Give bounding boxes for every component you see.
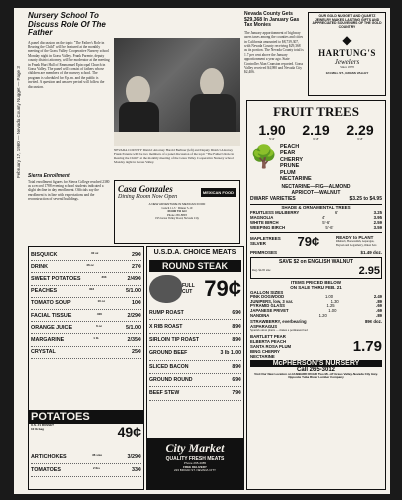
meat-item-name: SIRLOIN TIP ROAST: [149, 336, 200, 343]
grocery-item-size: 303: [101, 274, 107, 279]
article-headline: Nursery School To Discuss Role Of The Father: [28, 11, 106, 37]
tree-size-1: 5'-6': [269, 137, 275, 141]
restaurant-phone: Phone 265-8893: [167, 212, 187, 217]
article-body: The January apportionment of highway users taxes among the counties and cities in California amounted to $8,739,307, with Nevada County receiving $29,368 as its portion. The Nevada County total is 1.7 per cent above the January apportionment a year ago. State Controller Alan Cranston reported. Grass Valley received $4,980 and Nevada City $2,406.: [244, 30, 304, 75]
jewelers-ad: [308, 12, 386, 96]
potatoes-qty: 10 lb bag: [31, 426, 45, 431]
nursery-ad: [246, 100, 386, 490]
dwarf-line-1: NECTARINE—FIG—ALMOND: [281, 183, 351, 190]
gallon-item-sale: 2.49: [373, 293, 382, 299]
meat-item-price: 89¢: [232, 363, 241, 370]
newspaper-page: [14, 8, 390, 494]
dwarf-line-2: APRICOT—WALNUT: [291, 189, 341, 196]
items-sub: ON SALE THRU FEB. 21: [290, 284, 342, 290]
grocery-item-price: 29¢: [132, 251, 141, 258]
grocery-item-name: BISQUICK: [31, 251, 58, 258]
gallon-list: [250, 295, 382, 320]
grocery-item-row: [31, 298, 141, 310]
meat-item-row: [149, 374, 241, 387]
tree-icon: 🌳: [250, 143, 278, 169]
jewelers-tagline: OUR GOLD NUGGET AND QUARTZ JEWELRY MAKES LASTING GIFTS AND APPRECIATED SOUVENIRS OF THE GOLD COUNTRY: [312, 14, 382, 29]
shade-header: SHADE & ORNAMENTAL TREES: [250, 204, 382, 210]
strawberry-price: 89¢ doz.: [365, 319, 382, 325]
gallon-item-sale: .89: [376, 298, 382, 304]
grocery-item-row: [31, 347, 141, 359]
grocery-item-price: 2/35¢: [127, 336, 141, 343]
grocery-item-size: 46 oz: [86, 262, 94, 267]
grocery-item-name: SWEET POTATOES: [31, 275, 81, 282]
steak-price: 79¢: [204, 276, 241, 301]
fruit-list: [250, 334, 291, 359]
meat-item-name: RUMP ROAST: [149, 310, 184, 317]
grocery-item-size: 10 oz: [97, 299, 106, 304]
article-headline: Sierra Enrollment: [28, 172, 70, 179]
restaurant-sub: Dining Room Now Open: [118, 194, 178, 200]
jewelers-name: HARTUNG'S: [318, 48, 376, 59]
nursery-visit: Visit Our New Location on HUBBARD ROAD Two Mi. off Grass Valley-Nevada City Hwy. Opposite Yuba River Lumber Company: [254, 371, 378, 380]
market-name: City Market: [165, 441, 225, 455]
meat-item-row: [149, 361, 241, 374]
tree-size-3: 6'-8': [357, 137, 363, 141]
grocery-item-name: CRYSTAL: [31, 349, 56, 356]
strawberry-label: STRAWBERRY, everbearing: [250, 319, 307, 325]
photo-caption: NEVADA COUNTY District Attorney Harold Berliner (left) and Deputy District Attorney Frank Parente will be two members of a panel discussion of the topic "The Father's Role in Rearing the Child" at the monthly meeting of the Grass Valley Cooperative Nursery school Monday night in Grass Valley.: [114, 148, 235, 164]
mexican-food-badge: MEXICAN FOOD: [202, 189, 234, 195]
tree-price-1: 1.90: [258, 122, 286, 138]
shade-item-name: WEEPING BIRCH: [250, 224, 286, 230]
city-market-footer: [146, 438, 244, 490]
article-body: Total enrollment figures for Sierra College reached 2380 as a record 1788 evening school students indicated a slight decline in day enrollment. Officials say the enrollment is in line with expectations and the reconstruction of several buildings.: [28, 179, 110, 202]
shade-item-name: WHITE BIRCH: [250, 219, 279, 225]
potatoes-box: [28, 410, 144, 446]
grocery-item-size: 40 oz: [90, 250, 99, 255]
shade-item-size: 5'-6': [325, 224, 334, 230]
gas-tax-article: [244, 12, 304, 107]
grocery-item-price: 3/29¢: [127, 454, 141, 460]
jewelers-since: Since 1878: [340, 65, 354, 70]
meat-item-price: 79¢: [232, 390, 241, 397]
maple-label: MAPLETREES: [250, 236, 281, 242]
meat-item-name: GROUND BEEF: [149, 350, 188, 357]
gallon-item-name: PINK DOGWOOD: [250, 293, 285, 299]
restaurant-name: Casa Gonzales: [118, 184, 173, 194]
grocery-item-size: 36 size: [92, 453, 102, 457]
shade-item-name: MAGNOLIA: [250, 214, 274, 220]
grocery-item-row: [31, 334, 141, 346]
fruit-item: SANTA ROSA PLUM: [250, 343, 292, 349]
walnut-save: SAVE $2 on ENGLISH WALNUT: [278, 258, 354, 265]
diamond-icon: ◆: [342, 33, 352, 48]
grocery-item-row: [31, 249, 141, 261]
grocery-item-name: PEACHES: [31, 288, 58, 295]
tree-item: PRUNE: [280, 163, 300, 170]
restaurant-ad: [114, 180, 240, 244]
items-header: ITEMS PRICED BELOW: [290, 279, 341, 285]
meat-item-price: 69¢: [232, 377, 241, 384]
grocery-item-price: 2/29¢: [127, 312, 141, 319]
fruit-price: 1.79: [352, 337, 382, 355]
grocery-item-size: 2 lbs: [93, 466, 100, 470]
fruit-item: BARTLETT PEAR: [250, 333, 286, 339]
dwarf-prices: $3.25 to $4.95: [349, 195, 382, 202]
meat-item-price: 89¢: [232, 323, 241, 330]
meat-item-name: GROUND ROUND: [149, 377, 193, 384]
page-margin-note: February 17, 1960 — Nevada County Nugget — Page 3: [16, 66, 21, 178]
grocery-item-size: 6 oz: [96, 323, 102, 328]
grocery-item-name: MARGARINE: [31, 336, 65, 343]
grocery-item-list: [31, 249, 141, 359]
nursery-header: FRUIT TREES: [273, 104, 359, 119]
tree-item: PLUM: [280, 169, 296, 176]
gallon-item-reg: 1.25: [326, 303, 335, 309]
photo-desk: [114, 132, 240, 146]
tree-item: NECTARINE: [280, 176, 312, 183]
tree-item: PEAR: [280, 150, 296, 157]
maple-price: 79¢: [297, 233, 320, 249]
grocery-item-name: ARTICHOKES: [31, 454, 67, 460]
grocery-item-row: [31, 273, 141, 285]
gallon-item-reg: 1.20: [318, 313, 327, 319]
asparagus-label: ASPARAGUS: [250, 324, 278, 330]
onion-note: Spanish onion plants — makes a permanent bed: [250, 328, 308, 333]
walnut-box: [250, 257, 382, 279]
shade-item-price: 3.59: [373, 224, 382, 230]
market-address: 223 BROAD ST. NEVADA CITY: [173, 468, 217, 473]
market-phone: Phone 265-4085: [183, 461, 207, 465]
grocery-item-row: [31, 464, 141, 477]
fruit-item: NECTARINE: [250, 353, 275, 359]
shade-item-price: 3.25: [373, 209, 382, 215]
jewelers-address: 124 MILL ST., GRASS VALLEY: [325, 70, 369, 75]
restaurant-adventure: A NEW ADVENTURE IN MEXICAN FOOD: [148, 202, 206, 206]
restaurant-hours: Lunch 11-3 · Dinner 5-10: [161, 205, 193, 210]
walnut-reg: Reg. $4.95 size: [252, 267, 271, 272]
article-headline: Nevada County Gets $29,368 In January Gas Tax Monies: [244, 11, 300, 29]
gallon-item-name: NANDINA: [250, 313, 270, 319]
meat-item-row: [149, 320, 241, 333]
tree-price-2: 2.19: [302, 122, 330, 138]
walnut-price: 2.95: [358, 264, 380, 277]
shade-item-name: FRUITLESS MULBERRY: [250, 209, 300, 215]
article-body: A panel discussion on the topic "The Father's Role in Rearing the Child" will be featured at the monthly meeting of the Grass Valley Cooperative Nursery school Monday night in Grass Valley. Frank Parente, deputy county district attorney, will be moderator at the meeting in Frank Hurt Hall of Emmanuel Episcopal Church in Grass Valley. The panel will consist of fathers whose children are members of the nursery school. The program is scheduled for 8 p.m. and the public is invited. A question and answer period will follow the discussion.: [28, 40, 110, 89]
grocery-item-size: 1 lb: [93, 335, 99, 340]
shade-item-size: 5'-6': [322, 219, 331, 225]
gallon-header: GALLON SIZES: [250, 289, 284, 295]
meat-header: U.S.D.A. CHOICE MEATS: [153, 249, 237, 256]
grocery-ad: [28, 246, 144, 490]
gallon-item-reg: 1.30: [330, 298, 339, 304]
fruit-item: ELBERTA PEACH: [250, 338, 287, 344]
meat-item-name: SLICED BACON: [149, 363, 189, 370]
grocery-item-row: [31, 286, 141, 298]
ready-sub: Rhubarb, Horseradish, Asparagus, Boysen and Loganberry, Onion Sets: [336, 240, 377, 247]
tree-price-3: 2.29: [346, 122, 374, 138]
grocery-item-name: TOMATO SOUP: [31, 300, 71, 307]
grocery-item-tail: [31, 451, 141, 477]
grocery-item-size: 400: [96, 311, 102, 316]
primroses-label: PRIMROSES: [250, 249, 278, 255]
shade-item-size: 6': [334, 209, 339, 215]
meat-item-row: [149, 347, 241, 360]
steak-label: ROUND STEAK: [149, 260, 241, 272]
meat-item-price: 69¢: [232, 310, 241, 317]
gallon-item-sale: .69: [376, 308, 382, 314]
market-tag: QUALITY FRESH MEATS: [165, 456, 225, 462]
market-delivery: FREE DELIVERY: [183, 464, 207, 469]
news-photo: [114, 38, 240, 146]
ready-label: READY to PLANT: [336, 235, 374, 240]
gallon-item-sale: .89: [376, 313, 382, 319]
dwarf-label: DWARF VARIETIES: [250, 195, 296, 202]
grocery-item-row: [31, 322, 141, 334]
restaurant-food-to-go: FOOD TO GO: [167, 209, 187, 214]
shade-item-row: [250, 225, 382, 230]
meat-item-price: 89¢: [232, 336, 241, 343]
shade-item-price: 2.59: [373, 219, 382, 225]
tree-list: [280, 144, 312, 183]
left-article-column: [28, 12, 110, 223]
grocery-item-price: 27¢: [132, 263, 141, 270]
tree-item: PEACH: [280, 143, 300, 150]
meat-item-row: [149, 307, 241, 320]
shade-item-size: 4': [321, 214, 326, 220]
grocery-item-row: [31, 310, 141, 322]
grocery-item-price: 2/49¢: [127, 275, 141, 282]
gallon-item-reg: 1.00: [328, 308, 337, 314]
grocery-item-name: DRINK: [31, 263, 49, 270]
gallon-item-reg: 1.00: [324, 293, 334, 299]
steak-sub: FULL CUT: [181, 283, 195, 295]
grocery-item-name: ORANGE JUICE: [31, 324, 73, 331]
tree-item: CHERRY: [280, 156, 304, 163]
meat-item-list: [149, 307, 241, 401]
gallon-item-sale: .69: [376, 303, 382, 309]
meat-item-row: [149, 387, 241, 400]
grocery-item-price: 33¢: [131, 467, 141, 473]
gallon-item-name: JAPANESE PRIVET: [250, 308, 289, 314]
grocery-item-name: FACIAL TISSUE: [31, 312, 72, 319]
potatoes-grade: U.S. #1 RUSSET: [31, 423, 55, 427]
grocery-item-row: [31, 261, 141, 273]
nursery-name: McPHERSON'S NURSERY: [250, 360, 382, 367]
potatoes-label: POTATOES: [28, 410, 144, 424]
grocery-item-row: [31, 451, 141, 464]
maple-silver: SILVER: [250, 241, 266, 247]
primroses-price: $1.49 doz.: [360, 249, 382, 255]
grocery-item-price: 25¢: [131, 349, 141, 356]
meat-item-price: 3 lb 1.00: [220, 350, 241, 357]
nursery-phone: Call 265-3012: [296, 366, 336, 373]
shade-list: [250, 210, 382, 230]
grocery-item-price: 10¢: [132, 300, 141, 307]
potatoes-price: 49¢: [117, 424, 141, 440]
fruit-item: BING CHERRY: [250, 348, 280, 354]
gallon-item-name: JUNIPERS, low, 3 var.: [250, 298, 294, 304]
grocery-item-name: TOMATOES: [31, 467, 61, 473]
meat-item-name: X RIB ROAST: [149, 323, 183, 330]
meat-item-name: BEEF STEW: [149, 390, 180, 397]
jewelers-sub: Jewelers: [334, 58, 360, 67]
restaurant-address: 195 Grass Valley Road, Nevada City: [154, 216, 200, 221]
tree-size-2: 6'-8': [313, 137, 319, 141]
grocery-item-size: 303: [89, 287, 95, 292]
gallon-item-name: PYRAMID GLASS: [250, 303, 285, 309]
grocery-item-price: 5/1.00: [125, 288, 141, 295]
meat-item-row: [149, 334, 241, 347]
steak-image: [149, 275, 182, 303]
shade-item-price: 3.95: [373, 214, 382, 220]
grocery-item-price: 5/1.00: [125, 324, 141, 331]
